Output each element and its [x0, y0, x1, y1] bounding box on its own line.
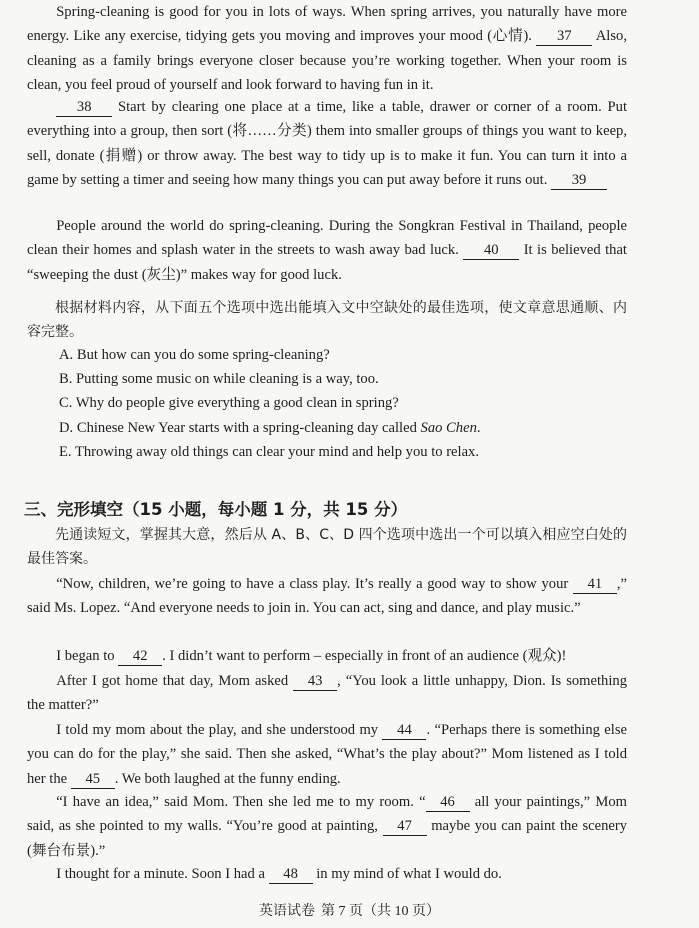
blank-39: 39 [551, 171, 607, 190]
blank-47: 47 [383, 817, 427, 836]
paragraph-text: “I have an idea,” said Mom. Then she led me to my room. “ [56, 794, 426, 810]
passage-paragraph-3 [27, 214, 627, 287]
paragraph-text: People around the world do spring-cleaning. During the Songkran Festival in Thailand, people clean their homes and splash water in the streets to wash away bad luck. [27, 218, 627, 259]
paragraph-text: all your paintings,” Mom said, as she pointed to my walls. “You’re good at painting, [27, 794, 627, 835]
option-text: D. Chinese New Year starts with a spring-cleaning day called [59, 420, 421, 436]
blank-38: 38 [56, 98, 112, 117]
paragraph-text: , “You look a little unhappy, Dion. Is something the matter?” [27, 673, 627, 714]
footer-subject: 英语试卷 [259, 904, 315, 919]
task-instruction: 根据材料内容，从下面五个选项中选出能填入文中空缺处的最佳选项，使文章意思通顺、内容完整。 [27, 300, 627, 341]
paragraph-text: Also, cleaning as a family brings everyone closer because you’re working together. When your room is clean, you feel proud of yourself and look forward to having fun in it. [27, 28, 627, 94]
paragraph-text: I thought for a minute. Soon I had a [56, 866, 269, 882]
blank-45: 45 [71, 770, 115, 789]
option-italic-term: Sao Chen [420, 420, 477, 436]
passage-paragraph-2 [27, 95, 627, 193]
page-footer [0, 900, 699, 920]
option-a: A. But how can you do some spring-cleaning? [59, 347, 330, 363]
paragraph-text: “Now, children, we’re going to have a class play. It’s really a good way to show your [56, 576, 573, 592]
paragraph-text: maybe you can paint the scenery (舞台布景).” [27, 818, 628, 859]
option-e: E. Throwing away old things can clear your mind and help you to relax. [59, 444, 480, 460]
paragraph-text: It is believed that “sweeping the dust (灰尘)” makes way for good luck. [27, 242, 627, 283]
paragraph-text: in my mind of what I would do. [312, 866, 502, 882]
option-b: B. Putting some music on while cleaning is a way, too. [59, 371, 379, 387]
paragraph-text: I told my mom about the play, and she understood my [56, 722, 383, 738]
cloze-paragraph-4 [27, 718, 627, 791]
blank-40: 40 [463, 241, 519, 260]
blank-48: 48 [269, 865, 313, 884]
blank-44: 44 [382, 721, 426, 740]
option-d [59, 417, 481, 439]
cloze-paragraph-1 [27, 572, 627, 621]
blank-46: 46 [426, 793, 470, 812]
paragraph-text: I began to [56, 648, 119, 664]
cloze-paragraph-6 [27, 862, 627, 886]
paragraph-text: Spring-cleaning is good for you in lots of ways. When spring arrives, you naturally have more energy. Like any exercise, tidying gets you moving and improves your mood (心情). [27, 4, 627, 45]
paragraph-text: . I didn’t want to perform – especially in front of an audience (观众)! [162, 648, 567, 664]
paragraph-text: . “Perhaps there is something else you can do for the play,” she said. Then she asked, “What’s the play about?” Mom listened as I told her the [27, 722, 627, 787]
paragraph-text: . We both laughed at the funny ending. [114, 770, 341, 787]
blank-37: 37 [536, 27, 592, 46]
blank-41: 41 [573, 575, 617, 594]
cloze-paragraph-5 [27, 790, 627, 863]
paragraph-text: Start by clearing one place at a time, like a table, drawer or corner of a room. Put everything into a group, then sort (将……分类) them into smaller groups of things you want to keep, sell, donate (捐赠) or throw away. The best way to tidy up is to make it fun. You can turn it into a game by setting a timer and seeing how many things you can put away before it runs out. [27, 99, 627, 189]
blank-43: 43 [293, 672, 337, 691]
cloze-paragraph-3 [27, 669, 627, 718]
paragraph-text: After I got home that day, Mom asked [56, 673, 294, 689]
footer-page-number: 第 7 页（共 10 页） [321, 904, 440, 919]
blank-42: 42 [118, 647, 162, 666]
option-c: C. Why do people give everything a good clean in spring? [59, 395, 399, 411]
section-heading: 三、完形填空（15 小题，每小题 1 分，共 15 分） [24, 500, 408, 519]
passage-paragraph-1 [27, 0, 627, 98]
cloze-paragraph-2 [27, 644, 627, 668]
paragraph-text: ,” said Ms. Lopez. “And everyone needs to join in. You can act, sing and dance, and play music.” [27, 576, 627, 617]
section-instruction: 先通读短文，掌握其大意，然后从 A、B、C、D 四个选项中选出一个可以填入相应空白处的最佳答案。 [27, 527, 627, 568]
option-text: . [476, 420, 481, 436]
